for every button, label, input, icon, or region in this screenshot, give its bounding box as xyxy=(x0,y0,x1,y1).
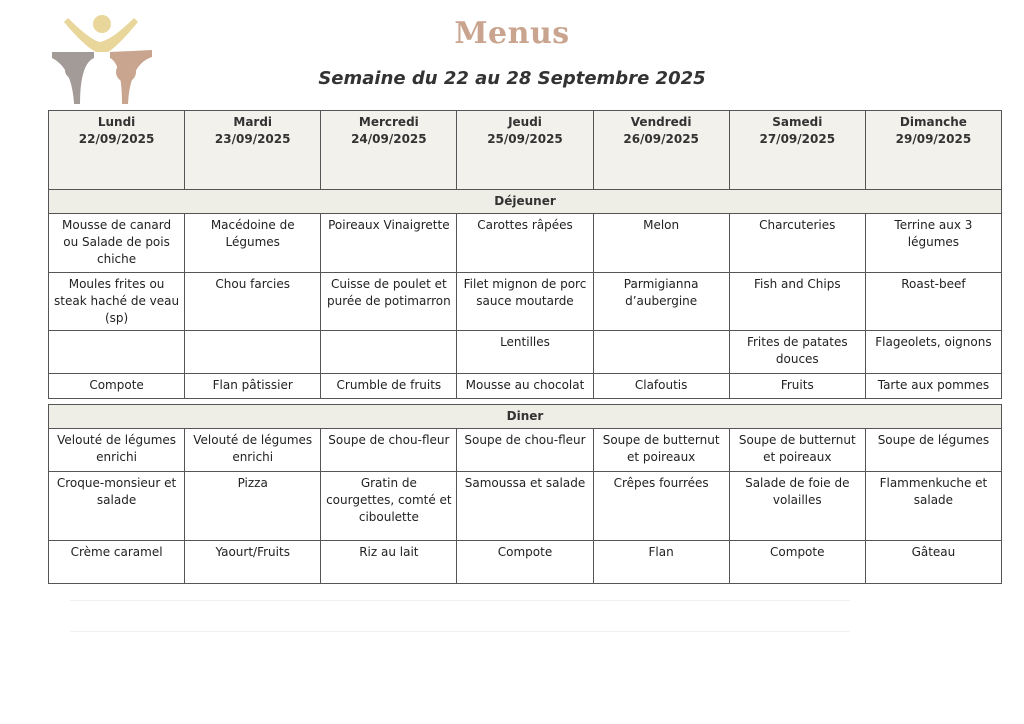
menu-cell: Charcuteries xyxy=(729,214,865,273)
menu-cell: Filet mignon de porc sauce moutarde xyxy=(457,273,593,331)
menu-cell xyxy=(321,331,457,374)
lunch-menu-table xyxy=(48,110,1002,399)
week-subtitle: Semaine du 22 au 28 Septembre 2025 xyxy=(318,68,706,89)
menu-cell: Lentilles xyxy=(457,331,593,374)
lunch-section-label: Déjeuner xyxy=(49,190,1002,214)
menu-cell: Chou farcies xyxy=(185,273,321,331)
menu-cell: Croque-monsieur et salade xyxy=(49,472,185,541)
menu-cell: Parmigianna d’aubergine xyxy=(593,273,729,331)
day-name: Vendredi xyxy=(630,115,692,129)
menu-cell: Soupe de légumes xyxy=(865,429,1001,472)
menu-cell: Frites de patates douces xyxy=(729,331,865,374)
day-header xyxy=(185,111,321,190)
table-row xyxy=(49,331,1002,374)
menu-cell: Roast-beef xyxy=(865,273,1001,331)
menu-cell: Mousse au chocolat xyxy=(457,374,593,399)
scan-bleed-through xyxy=(70,600,850,632)
menu-cell xyxy=(49,331,185,374)
day-name: Samedi xyxy=(772,115,823,129)
menu-cell: Flageolets, oignons xyxy=(865,331,1001,374)
menu-cell: Salade de foie de volailles xyxy=(729,472,865,541)
menu-cell: Gâteau xyxy=(865,541,1001,584)
menu-cell: Pizza xyxy=(185,472,321,541)
day-name: Lundi xyxy=(97,115,136,129)
menu-cell: Moules frites ou steak haché de veau (sp) xyxy=(49,273,185,331)
day-date: 26/09/2025 xyxy=(623,132,699,146)
dinner-section-label: Diner xyxy=(49,405,1002,429)
menu-cell: Velouté de légumes enrichi xyxy=(185,429,321,472)
menu-cell xyxy=(593,331,729,374)
day-name: Mercredi xyxy=(358,115,419,129)
menu-cell: Melon xyxy=(593,214,729,273)
day-header xyxy=(457,111,593,190)
day-name: Dimanche xyxy=(899,115,967,129)
table-row xyxy=(49,472,1002,541)
table-row xyxy=(49,541,1002,584)
menu-cell: Flammenkuche et salade xyxy=(865,472,1001,541)
menu-cell: Velouté de légumes enrichi xyxy=(49,429,185,472)
day-name: Mardi xyxy=(233,115,273,129)
day-date: 27/09/2025 xyxy=(759,132,836,146)
menu-cell: Clafoutis xyxy=(593,374,729,399)
menu-cell: Tarte aux pommes xyxy=(865,374,1001,399)
menu-cell: Flan pâtissier xyxy=(185,374,321,399)
menu-cell: Fish and Chips xyxy=(729,273,865,331)
day-date: 22/09/2025 xyxy=(78,132,155,146)
menu-cell: Terrine aux 3 légumes xyxy=(865,214,1001,273)
menu-cell: Soupe de butternut et poireaux xyxy=(593,429,729,472)
day-header xyxy=(321,111,457,190)
menu-cell: Gratin de courgettes, comté et ciboulette xyxy=(321,472,457,541)
day-date: 29/09/2025 xyxy=(895,132,972,146)
menu-cell: Poireaux Vinaigrette xyxy=(321,214,457,273)
day-date: 24/09/2025 xyxy=(351,132,427,146)
table-row xyxy=(49,429,1002,472)
dinner-section-row xyxy=(49,405,1002,429)
menu-cell: Carottes râpées xyxy=(457,214,593,273)
day-name: Jeudi xyxy=(508,115,542,129)
menu-cell: Soupe de chou-fleur xyxy=(321,429,457,472)
table-row xyxy=(49,214,1002,273)
day-date: 23/09/2025 xyxy=(214,132,291,146)
lunch-section-row xyxy=(49,190,1002,214)
menu-cell: Yaourt/Fruits xyxy=(185,541,321,584)
dinner-menu-table xyxy=(48,404,1002,584)
menu-cell: Macédoine de Légumes xyxy=(185,214,321,273)
menu-cell: Compote xyxy=(729,541,865,584)
day-header xyxy=(865,111,1001,190)
day-date: 25/09/2025 xyxy=(487,132,563,146)
day-header xyxy=(49,111,185,190)
day-header xyxy=(593,111,729,190)
day-header-row xyxy=(49,111,1002,190)
menu-cell: Cuisse de poulet et purée de potimarron xyxy=(321,273,457,331)
menu-cell: Flan xyxy=(593,541,729,584)
menu-cell: Samoussa et salade xyxy=(457,472,593,541)
table-row xyxy=(49,273,1002,331)
page-title: Menus xyxy=(454,16,570,51)
menu-cell: Soupe de chou-fleur xyxy=(457,429,593,472)
day-header xyxy=(729,111,865,190)
menu-cell: Crêpes fourrées xyxy=(593,472,729,541)
menu-cell: Fruits xyxy=(729,374,865,399)
menu-cell: Riz au lait xyxy=(321,541,457,584)
menu-cell: Crumble de fruits xyxy=(321,374,457,399)
menu-cell: Crème caramel xyxy=(49,541,185,584)
menu-cell: Compote xyxy=(457,541,593,584)
menu-cell: Soupe de butternut et poireaux xyxy=(729,429,865,472)
menu-cell: Compote xyxy=(49,374,185,399)
menu-cell: Mousse de canard ou Salade de pois chiche xyxy=(49,214,185,273)
menu-cell xyxy=(185,331,321,374)
table-row xyxy=(49,374,1002,399)
